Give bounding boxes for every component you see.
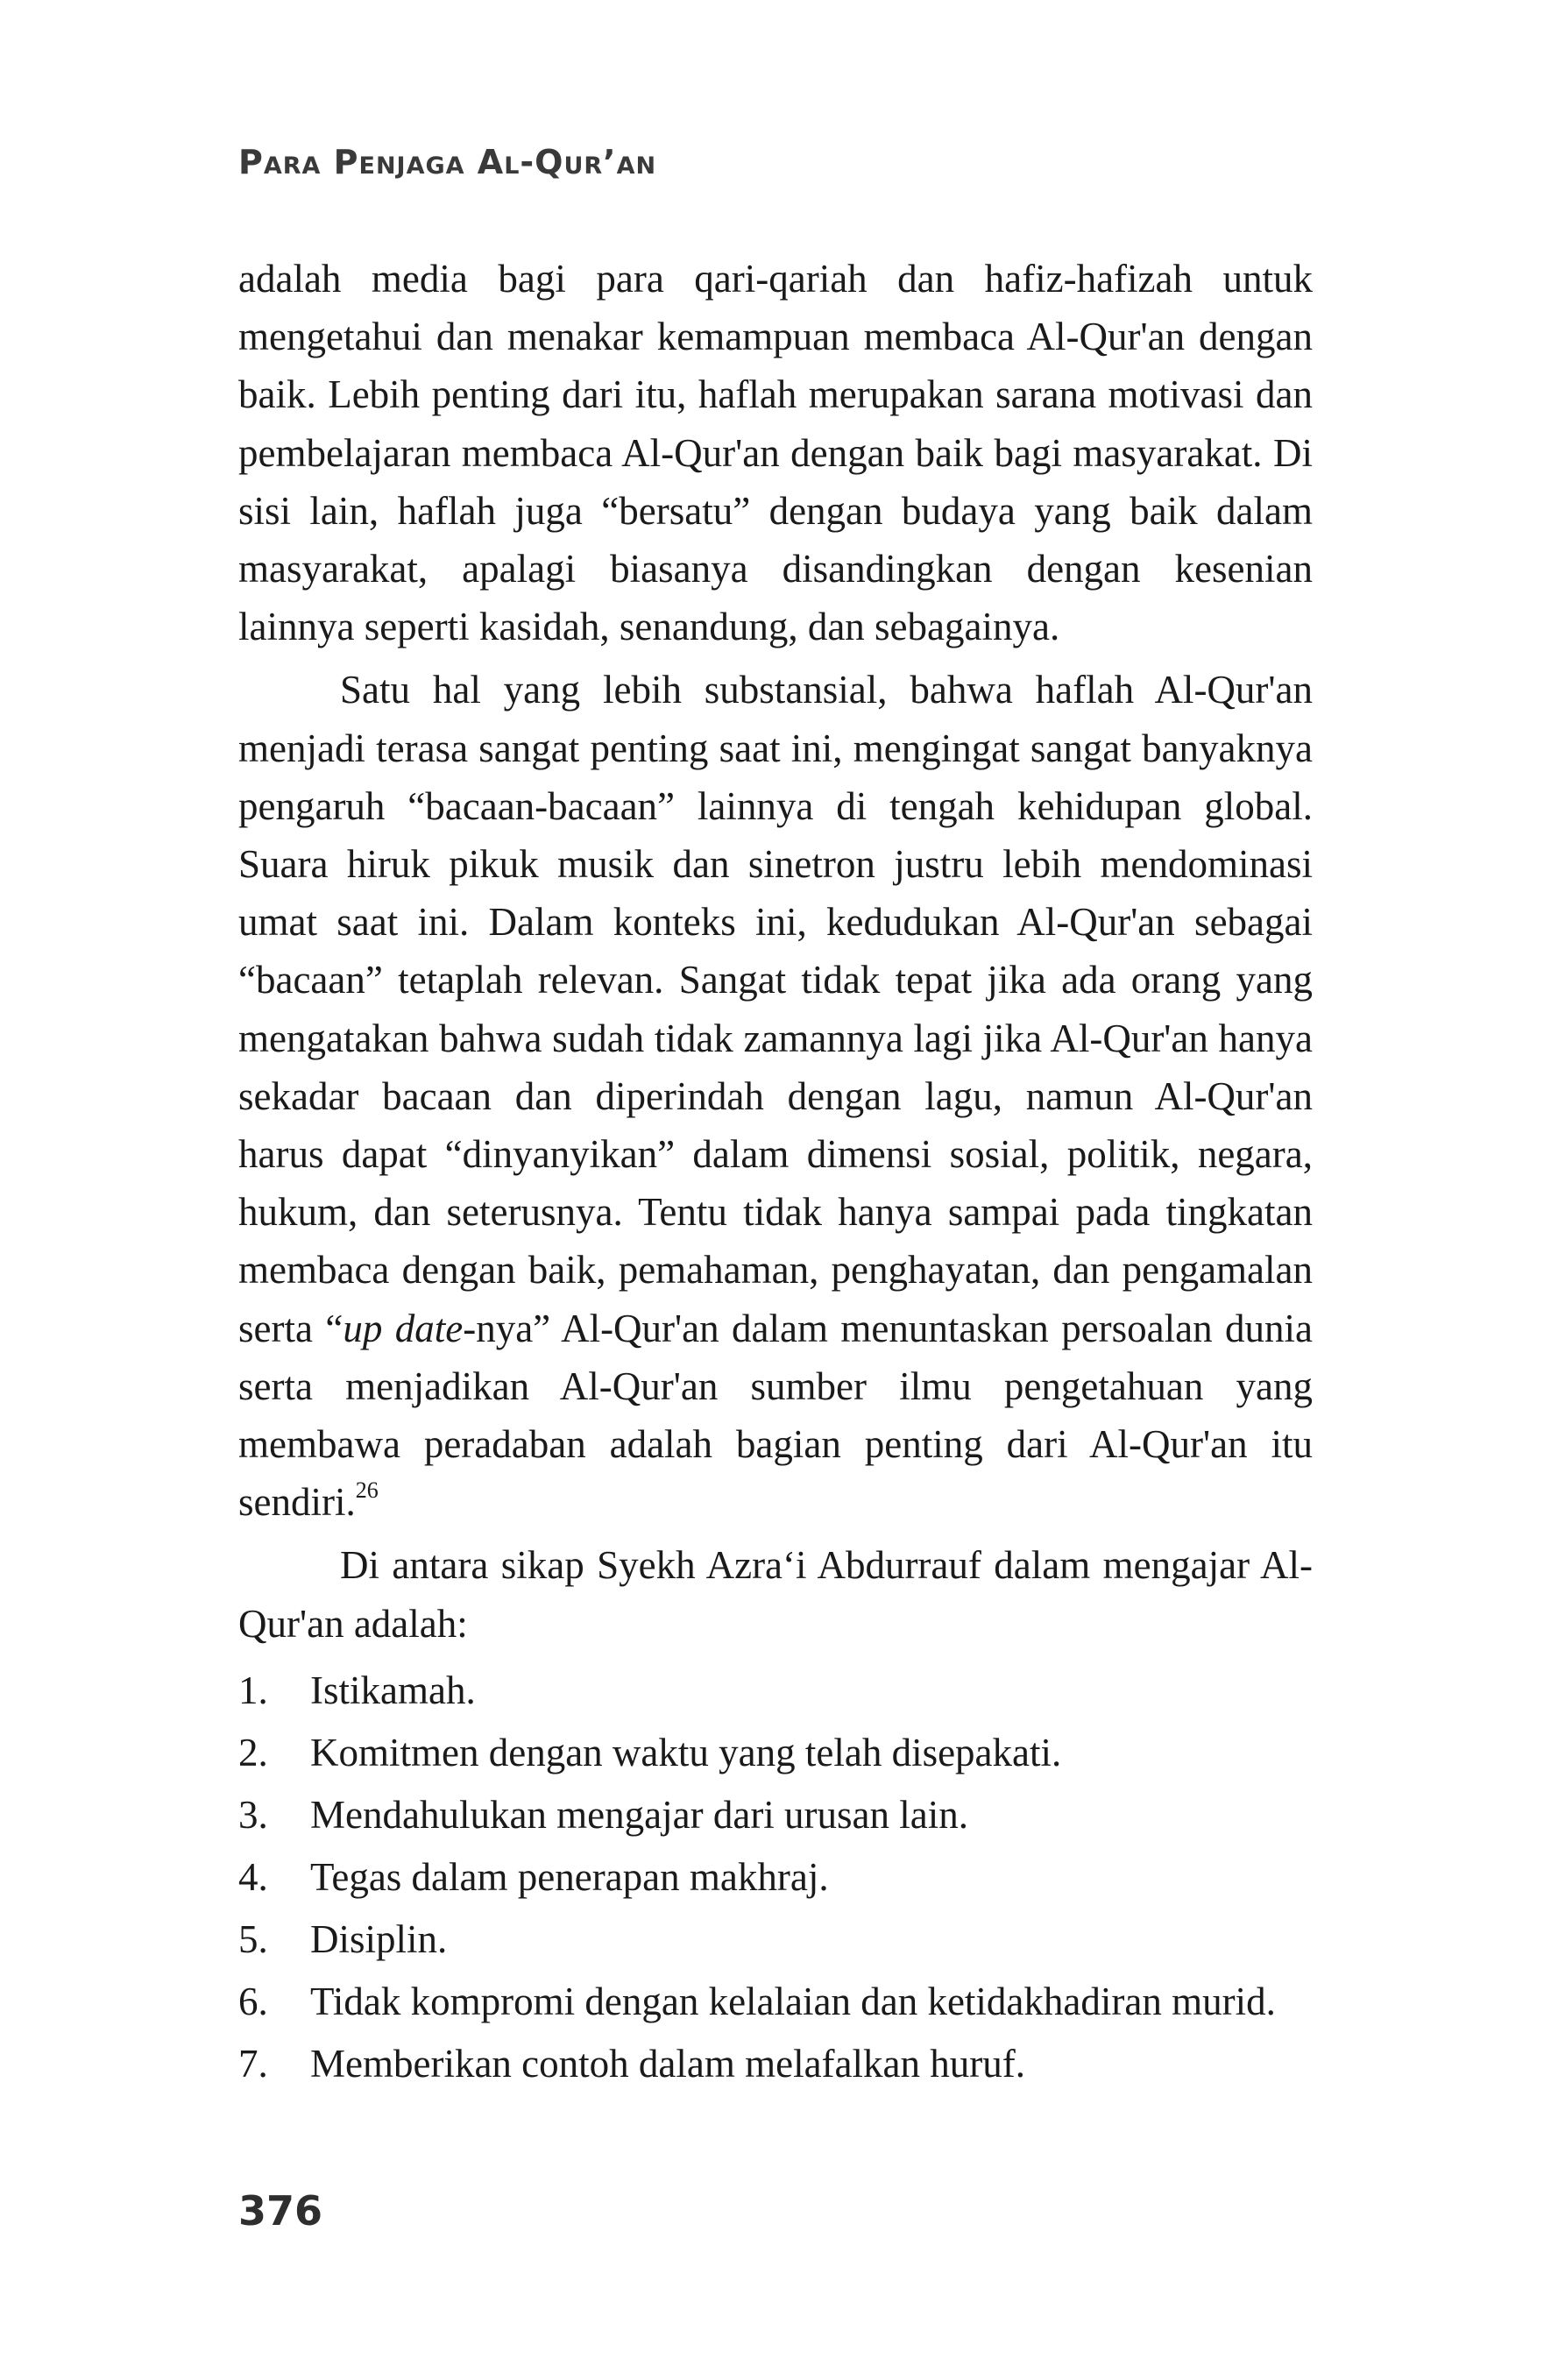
list-item-text: Tidak kompromi dengan kelalaian dan ketidakhadiran murid. bbox=[310, 1979, 1276, 2023]
list-item-number: 5. bbox=[238, 1916, 268, 1961]
footnote-ref: 26 bbox=[355, 1477, 379, 1504]
page-number: 376 bbox=[238, 2187, 323, 2235]
list-item-text: Komitmen dengan waktu yang telah disepakati. bbox=[310, 1730, 1062, 1774]
paragraph-2 bbox=[238, 661, 1313, 1531]
list-item-number: 6. bbox=[238, 1979, 268, 2023]
list-item-number: 7. bbox=[238, 2041, 268, 2086]
paragraph-2-text-a: Satu hal yang lebih substansial, bahwa haflah Al-Qur'an menjadi terasa sangat penting saat ini, mengingat sangat banyaknya pengaruh “bacaan-bacaan” lainnya di tengah kehidupan global. Suara hiruk pikuk musik dan sinetron justru lebih mendominasi umat saat ini. Dalam konteks ini, kedudukan Al-Qur'an sebagai “bacaan” tetaplah relevan. Sangat tidak tepat jika ada orang yang mengatakan bahwa sudah tidak zamannya lagi jika Al-Qur'an hanya sekadar bacaan dan diperindah dengan lagu, namun Al-Qur'an harus dapat “dinyanyikan” dalam dimensi sosial, politik, negara, hukum, dan seterusnya. Tentu tidak hanya sampai pada tingkatan membaca dengan baik, pemahaman, penghayatan, dan pengamalan serta “ bbox=[238, 668, 1313, 1350]
list-item-text: Istikamah. bbox=[310, 1668, 476, 1712]
list-item bbox=[238, 1784, 1313, 1846]
list-item-number: 4. bbox=[238, 1854, 268, 1899]
running-head: Para Penjaga Al-Qur’an bbox=[238, 143, 657, 181]
numbered-list bbox=[238, 1660, 1313, 2095]
body-text bbox=[238, 250, 1313, 2095]
list-item-text: Tegas dalam penerapan makhraj. bbox=[310, 1854, 829, 1899]
list-item-number: 3. bbox=[238, 1792, 268, 1837]
list-item-text: Disiplin. bbox=[310, 1916, 448, 1961]
paragraph-2-text-b: -nya” Al-Qur'an dalam menuntaskan persoalan dunia serta menjadikan Al-Qur'an sumber ilmu pengetahuan yang membawa peradaban adalah bagian penting dari Al-Qur'an itu sendiri. bbox=[238, 1306, 1314, 1525]
list-item-text: Memberikan contoh dalam melafalkan huruf. bbox=[310, 2041, 1025, 2086]
list-item bbox=[238, 2033, 1313, 2095]
list-item bbox=[238, 1971, 1313, 2033]
paragraph-3: Di antara sikap Syekh Azra‘i Abdurrauf dalam mengajar Al-Qur'an adalah: bbox=[238, 1543, 1313, 1646]
list-item bbox=[238, 1660, 1313, 1722]
paragraph-1: adalah media bagi para qari-qariah dan hafiz-hafizah untuk mengetahui dan menakar kemampuan membaca Al-Qur'an dengan baik. Lebih penting dari itu, haflah merupakan sarana motivasi dan pembelajaran membaca Al-Qur'an dengan baik bagi masyarakat. Di sisi lain, haflah juga “bersatu” dengan budaya yang baik dalam masyarakat, apalagi biasanya disandingkan dengan kesenian lainnya seperti kasidah, senandung, dan sebagainya. bbox=[238, 257, 1313, 649]
list-item-number: 2. bbox=[238, 1730, 268, 1774]
paragraph-2-italic: up date bbox=[343, 1306, 464, 1350]
list-item-number: 1. bbox=[238, 1668, 268, 1712]
list-item bbox=[238, 1722, 1313, 1784]
list-item-text: Mendahulukan mengajar dari urusan lain. bbox=[310, 1792, 969, 1837]
list-item bbox=[238, 1846, 1313, 1909]
list-item bbox=[238, 1909, 1313, 1971]
